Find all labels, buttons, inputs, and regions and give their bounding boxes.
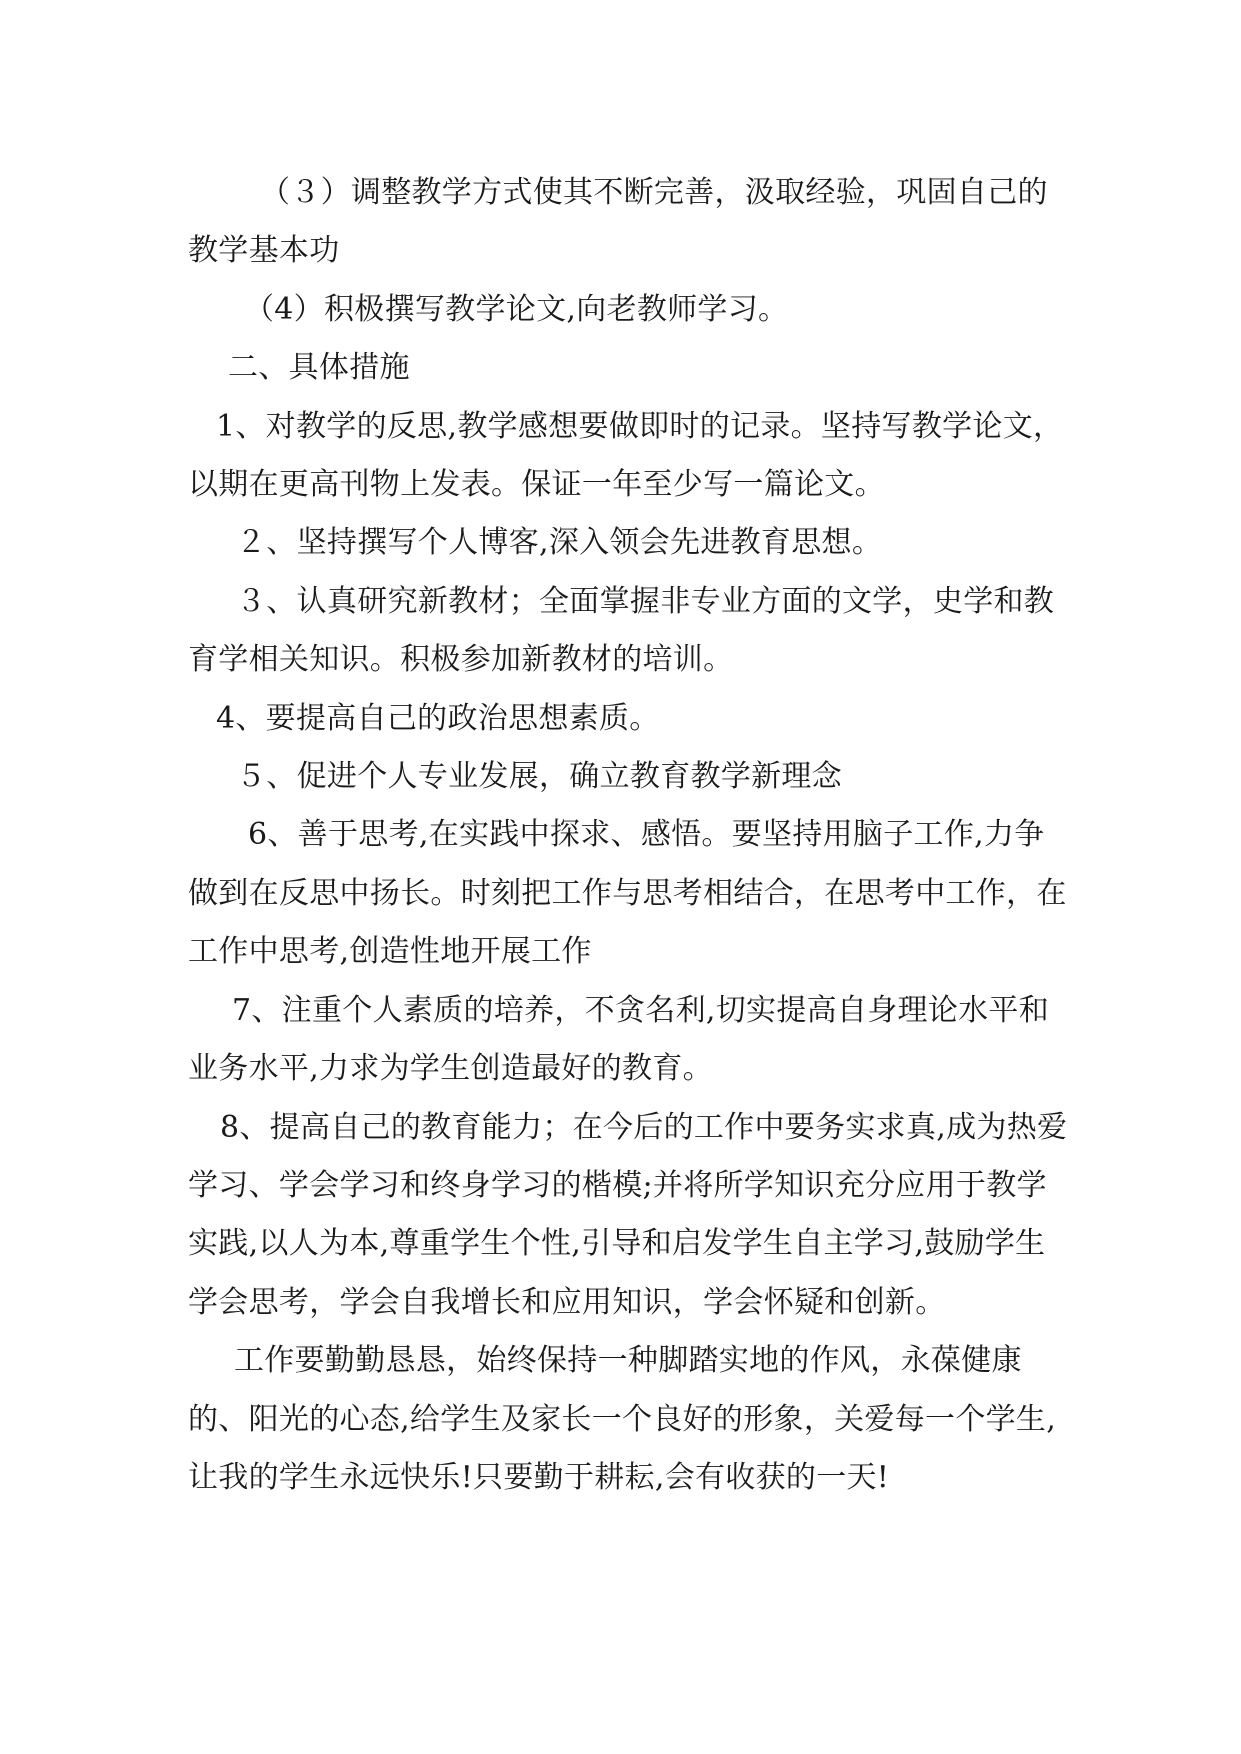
paragraph-measure-1: 1、对教学的反思,教学感想要做即时的记录。坚持写教学论文，以期在更高刊物上发表。保证一年至少写一篇论文。	[188, 408, 1064, 503]
paragraph-measure-7: 7、注重个人素质的培养，不贪名利,切实提高自身理论水平和业务水平,力求为学生创造最好的教育。	[188, 992, 1050, 1087]
paragraph-measure-4: 4、要提高自己的政治思想素质。	[216, 700, 660, 736]
document-body	[188, 164, 1068, 1507]
section-heading-measures: 二、具体措施	[228, 350, 410, 386]
paragraph-measure-6: 6、善于思考,在实践中探求、感悟。要坚持用脑子工作,力争做到在反思中扬长。时刻把工作与思考相结合，在思考中工作，在工作中思考,创造性地开展工作	[188, 817, 1067, 970]
paragraph-goal-4: （4）积极撰写教学论文,向老教师学习。	[244, 291, 789, 327]
paragraph-measure-8: 8、提高自己的教育能力；在今后的工作中要务实求真,成为热爱学习、学会学习和终身学习的楷模;并将所学知识充分应用于教学实践,以人为本,尊重学生个性,引导和启发学生自主学习,鼓励学生学会思考，学会自我增长和应用知识，学会怀疑和创新。	[188, 1109, 1068, 1320]
paragraph-measure-3: ３、认真研究新教材；全面掌握非专业方面的文学，史学和教育学相关知识。积极参加新教材的培训。	[188, 583, 1055, 678]
paragraph-measure-5: ５、促进个人专业发展，确立教育教学新理念	[236, 759, 842, 795]
paragraph-goal-3: （３）调整教学方式使其不断完善，汲取经验，巩固自己的教学基本功	[188, 175, 1048, 269]
paragraph-measure-2: ２、坚持撰写个人博客,深入领会先进教育思想。	[236, 525, 883, 561]
paragraph-conclusion: 工作要勤勤恳恳，始终保持一种脚踏实地的作风，永葆健康的、阳光的心态,给学生及家长一个良好的形象，关爱每一个学生,让我的学生永远快乐!只要勤于耕耘,会有收获的一天!	[188, 1343, 1057, 1495]
